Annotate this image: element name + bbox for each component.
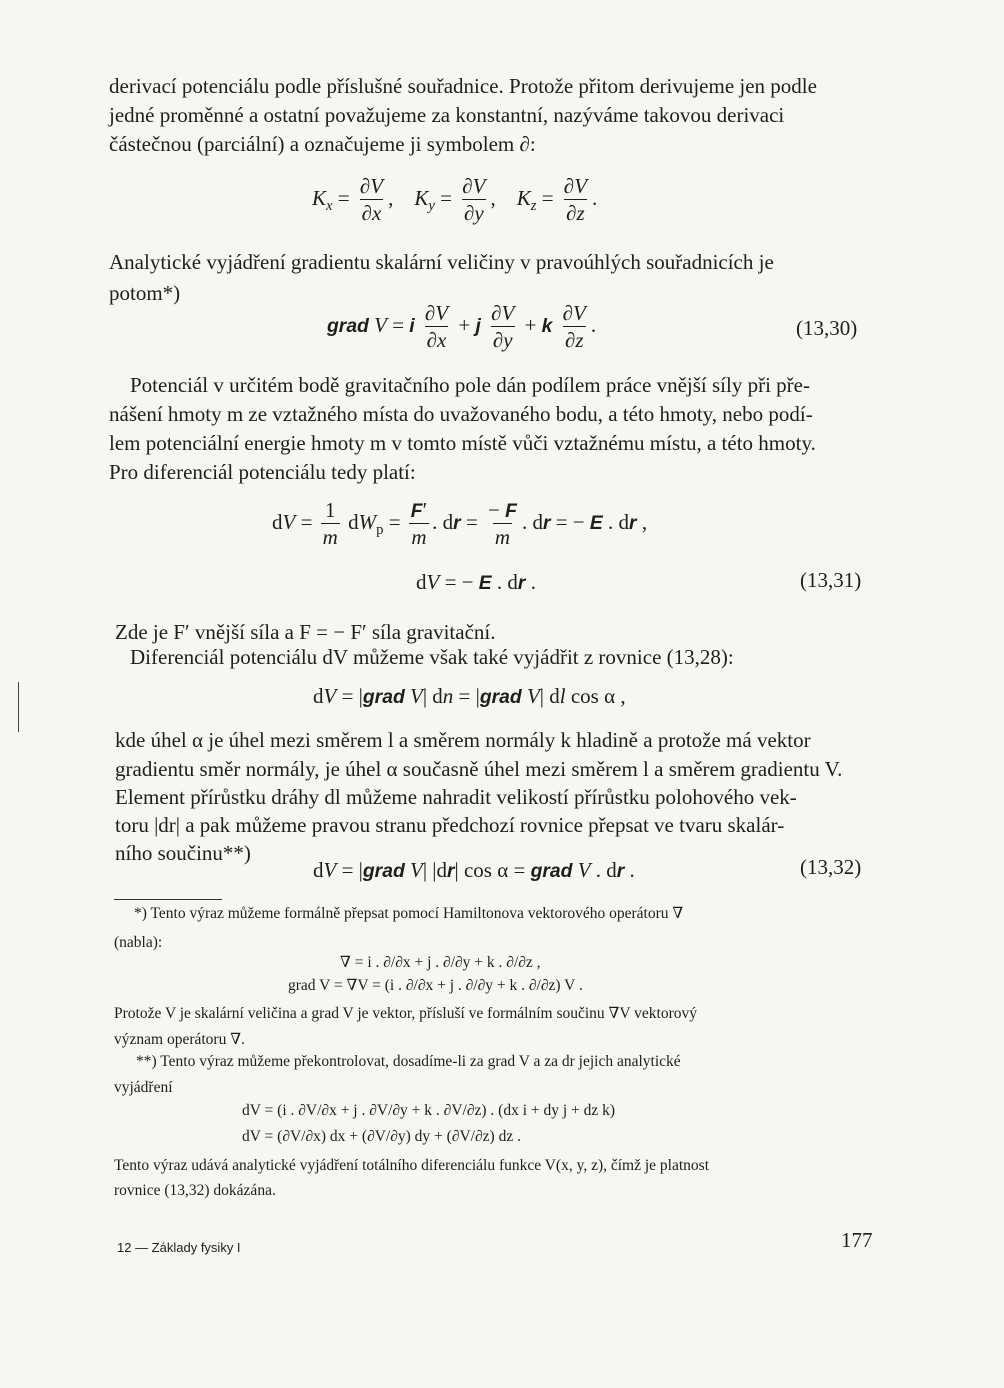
body-line: kde úhel α je úhel mezi směrem l a směrem normály k hladině a protože má vektor [115, 728, 811, 752]
footnote-equation: ∇ = i . ∂/∂x + j . ∂/∂y + k . ∂/∂z , [340, 954, 541, 971]
body-line: Analytické vyjádření gradientu skalární veličiny v pravoúhlých souřadnicích je [109, 250, 774, 274]
equation-number: (13,32) [800, 855, 862, 879]
body-line: potom*) [109, 281, 181, 305]
equation-number: (13,31) [800, 568, 862, 592]
body-line: nášení hmoty m ze vztažného místa do uvažovaného bodu, a této hmoty, nebo podí- [109, 402, 813, 426]
body-line: derivací potenciálu podle příslušné souřadnice. Protože přitom derivujeme jen podle [109, 74, 817, 98]
body-line: Diferenciál potenciálu dV můžeme však také vyjádřit z rovnice (13,28): [130, 645, 734, 669]
body-line: Potenciál v určitém bodě gravitačního pole dán podílem práce vnější síly při pře- [130, 373, 810, 397]
footnote-equation: dV = (∂V/∂x) dx + (∂V/∂y) dy + (∂V/∂z) dz . [242, 1128, 521, 1145]
footnote-line: (nabla): [114, 934, 163, 951]
body-line: Pro diferenciál potenciálu tedy platí: [109, 460, 416, 484]
body-line: gradientu směr normály, je úhel α současně úhel mezi směrem l a směrem gradientu V. [115, 757, 843, 781]
page-number: 177 [841, 1228, 873, 1252]
footnote-line: význam operátoru ∇. [114, 1031, 245, 1048]
equation-dV-short: dV = − E . dr . [416, 570, 536, 594]
equation-dV-scalar: dV = |grad V| |dr| cos α = grad V . dr . [313, 858, 635, 882]
body-line: lem potenciální energie hmoty m v tomto místě vůči vztažnému místu, a této hmoty. [109, 431, 816, 455]
body-line: ního součinu**) [115, 841, 251, 865]
footnote-line: Tento výraz udává analytické vyjádření totálního diferenciálu funkce V(x, y, z), čímž je platnost [114, 1157, 710, 1174]
equation-dV-abs: dV = |grad V| dn = |grad V| dl cos α , [313, 684, 626, 708]
footnote-divider [114, 899, 222, 900]
equation-number: (13,30) [796, 316, 858, 340]
footnote-equation: grad V = ∇V = (i . ∂/∂x + j . ∂/∂y + k . ∂/∂z) V . [288, 977, 583, 994]
body-line: jedné proměnné a ostatní považujeme za konstantní, nazýváme takovou derivaci [109, 103, 785, 127]
body-line: Zde je F′ vnější síla a F = − F′ síla gravitační. [115, 620, 496, 644]
footnote-line: Protože V je skalární veličina a grad V je vektor, přísluší ve formálním součinu ∇V vektorový [114, 1005, 698, 1022]
equation-partials: $K_x$ = $\frac{\partial V}{\partial x}$ , $K_y$ = $\frac{\partial V}{\partial y}$ , $K_z$ = $\frac{\partial V}{\partial z}$ . [312, 174, 598, 225]
equation-dV-chain: dV = $\frac{1}{m}$ $dW_p$ = $\frac{F'}{m}$ . dr = $\frac{- F}{m}$ . dr = − E . dr , [272, 498, 648, 550]
margin-mark [18, 682, 19, 732]
body-line: částečnou (parciální) a označujeme ji symbolem ∂: [109, 132, 536, 156]
footnote-line: rovnice (13,32) dokázána. [114, 1182, 276, 1199]
printer-signature: 12 — Základy fysiky I [117, 1240, 241, 1255]
body-line: toru |dr| a pak můžeme pravou stranu předchozí rovnice přepsat ve tvaru skalár- [115, 813, 785, 837]
footnote-equation: dV = (i . ∂V/∂x + j . ∂V/∂y + k . ∂V/∂z) . (dx i + dy j + dz k) [242, 1102, 616, 1119]
footnote-line: *) Tento výraz můžeme formálně přepsat pomocí Hamiltonova vektorového operátoru ∇ [134, 905, 684, 922]
body-line: Element přírůstku dráhy dl můžeme nahradit velikostí přírůstku polohového vek- [115, 785, 797, 809]
footnote-line: vyjádření [114, 1079, 173, 1096]
footnote-line: **) Tento výraz můžeme překontrolovat, dosadíme-li za grad V a za dr jejich analytické [136, 1053, 681, 1070]
equation-gradient: grad V = i $\frac{\partial V}{\partial x}$ + j $\frac{\partial V}{\partial y}$ + k $\frac{\partial V}{\partial z}$ . [327, 301, 597, 352]
